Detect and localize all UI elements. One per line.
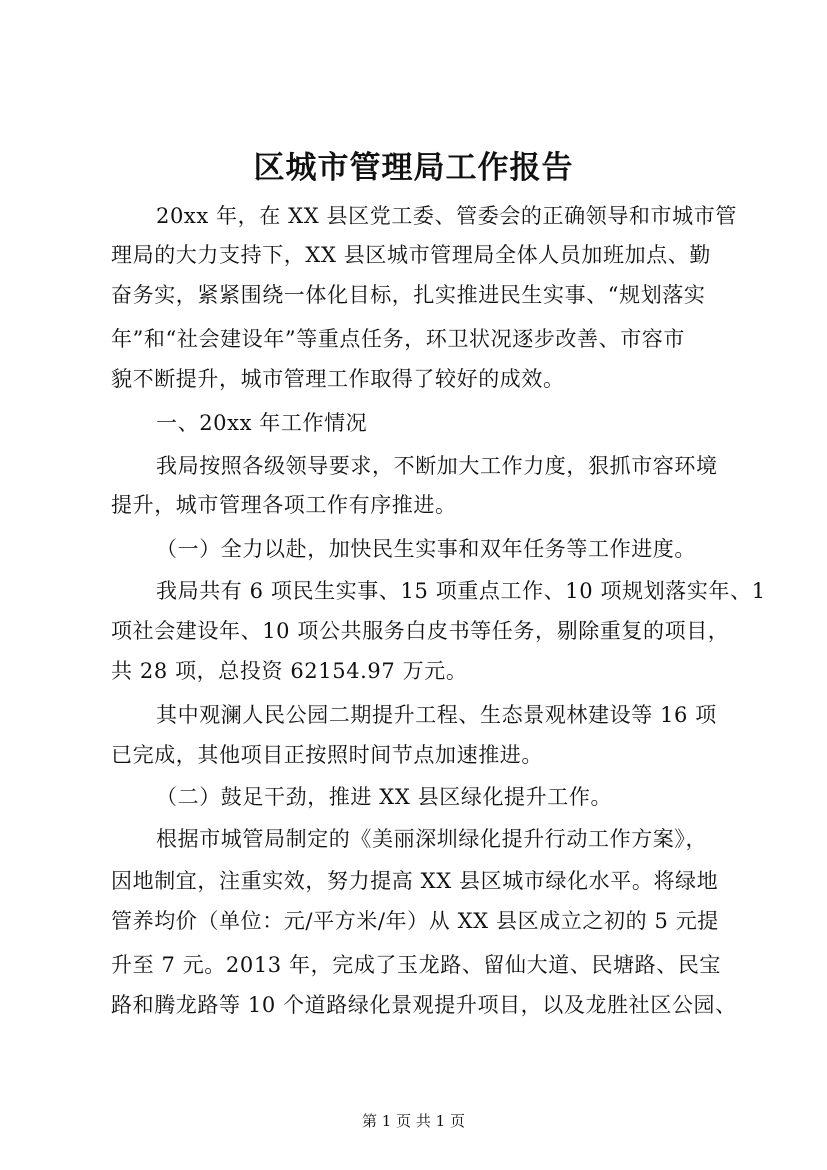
paragraph-line: 其中观澜人民公园二期提升工程、生态景观林建设等 16 项 [156, 703, 717, 727]
document-title: 区城市管理局工作报告 [253, 150, 574, 186]
paragraph-line: 我局共有 6 项民生实事、15 项重点工作、10 项规划落实年、1 [156, 579, 766, 603]
paragraph-line: 项社会建设年、10 项公共服务白皮书等任务，剔除重复的项目， [111, 619, 730, 643]
paragraph-line: 升至 7 元。2013 年，完成了玉龙路、留仙大道、民塘路、民宝 [111, 953, 722, 977]
subsection-heading: （一）全力以赴，加快民生实事和双年任务等工作进度。 [156, 537, 696, 561]
page-footer: 第 1 页 共 1 页 [362, 1112, 465, 1130]
paragraph-line: 管养均价（单位：元/平方米/年）从 XX 县区成立之初的 5 元提 [111, 909, 719, 933]
paragraph-line: 奋务实，紧紧围绕一体化目标，扎实推进民生实事、“规划落实 [111, 283, 706, 307]
paragraph-line: 20xx 年，在 XX 县区党工委、管委会的正确领导和市城市管 [156, 204, 737, 228]
paragraph-line: 根据市城管局制定的《美丽深圳绿化提升行动工作方案》， [156, 827, 708, 851]
paragraph-line: 已完成，其他项目正按照时间节点加速推进。 [111, 743, 543, 767]
paragraph-line: 因地制宜，注重实效，努力提高 XX 县区城市绿化水平。将绿地 [111, 869, 719, 893]
paragraph-line: 貌不断提升，城市管理工作取得了较好的成效。 [111, 367, 565, 391]
paragraph-line: 路和腾龙路等 10 个道路绿化景观提升项目，以及龙胜社区公园、 [111, 993, 737, 1017]
paragraph-line: 理局的大力支持下，XX 县区城市管理局全体人员加班加点、勤 [111, 243, 711, 267]
paragraph-line: 提升，城市管理各项工作有序推进。 [111, 493, 457, 517]
paragraph-line: 年”和“社会建设年”等重点任务，环卫状况逐步改善、市容市 [111, 327, 686, 351]
paragraph-line: 共 28 项，总投资 62154.97 万元。 [111, 659, 468, 683]
paragraph-line: 我局按照各级领导要求，不断加大工作力度，狠抓市容环境 [156, 454, 718, 478]
section-heading: 一、20xx 年工作情况 [156, 411, 368, 435]
subsection-heading: （二）鼓足干劲，推进 XX 县区绿化提升工作。 [156, 785, 613, 809]
